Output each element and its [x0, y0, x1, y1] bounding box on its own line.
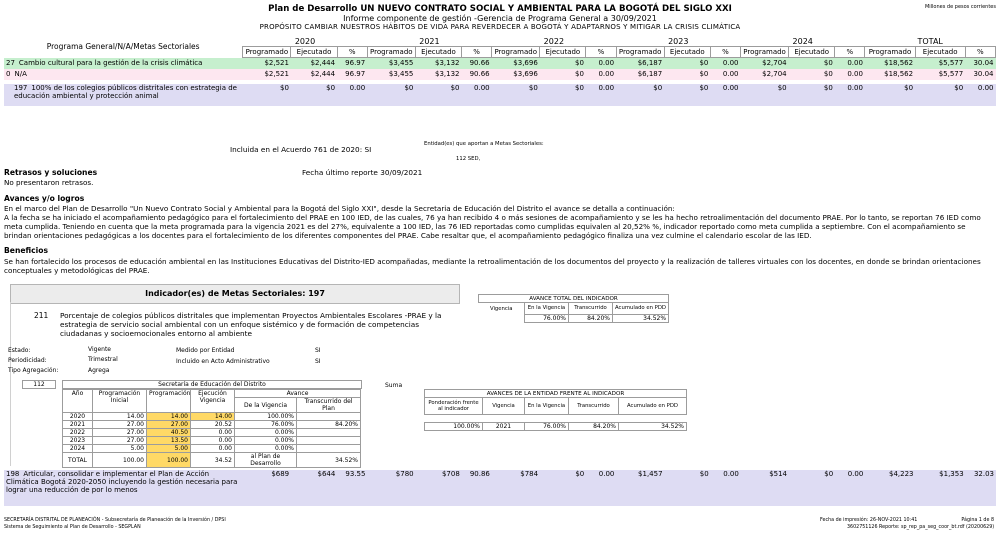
- programming-grid: [62, 389, 361, 468]
- program-row: [4, 58, 996, 69]
- entidad-avance-table: [424, 389, 687, 431]
- grid-cell-t: 84.20%: [297, 421, 361, 429]
- avance-total-h-acc: Acumulado en PDD: [613, 303, 669, 315]
- row-value: $18,562: [884, 70, 914, 78]
- row-label-cell: [4, 69, 243, 80]
- footer-left-1: SECRETARÍA DISTRITAL DE PLANEACIÓN - Subsecretaría de Planeación de la Inversión / DPSI: [4, 518, 226, 523]
- row-value: $3,455: [388, 59, 414, 68]
- entidad-avance-en: 76.00%: [525, 423, 569, 431]
- row-value: $0: [326, 83, 336, 92]
- row-code: 0: [6, 70, 11, 78]
- row-value: $3,132: [435, 59, 460, 68]
- grid-cell-y: 2022: [63, 429, 93, 437]
- row-label-cell: [4, 84, 243, 106]
- financial-table: [4, 36, 996, 106]
- grid-h-prog-ini: Programación Inicial: [93, 390, 147, 413]
- grid-cell-e: 20.52: [191, 421, 235, 429]
- entidades-value: 112 SED,: [456, 156, 481, 162]
- entidad-avance-tr: 84.20%: [569, 423, 619, 431]
- row-value: 90.86: [469, 470, 490, 478]
- grid-cell-e: 14.00: [191, 413, 235, 421]
- row-value: $0: [777, 83, 787, 92]
- report-purpose: PROPÓSITO CAMBIAR NUESTROS HÁBITOS DE VIDA PARA REVERDECER A BOGOTÁ Y ADAPTARNOS Y MITIGAR LA CRISIS CLIMÁTICA: [259, 23, 741, 31]
- subheader-programado: Programado: [740, 47, 788, 58]
- subheader-ejecutado: Ejecutado: [664, 47, 710, 58]
- grid-h-anio: Año: [63, 390, 93, 413]
- grid-cell-pi: 27.00: [93, 421, 147, 429]
- year-header: 2021: [419, 36, 440, 46]
- row-code: 27: [6, 59, 15, 67]
- row-value: 0.00: [847, 70, 863, 78]
- grid-row: [63, 445, 361, 453]
- subheader-programado: Programado: [865, 47, 915, 58]
- suma-label: Suma: [385, 382, 403, 389]
- grid-cell-t: [297, 437, 361, 445]
- grid-h-dela: De la Vigencia: [235, 398, 297, 413]
- row-value: 0.00: [847, 470, 864, 478]
- row-value: $0: [450, 83, 460, 92]
- avance-total-en: 76.00%: [525, 314, 569, 322]
- row-value: $2,704: [762, 70, 787, 78]
- row-value: $2,444: [310, 59, 336, 68]
- row-value: $2,521: [264, 59, 289, 68]
- row-value: 0.00: [598, 470, 615, 478]
- grid-cell-v: 0.00%: [235, 429, 297, 437]
- beneficios-text: Se han fortalecido los procesos de educación ambiental en las Instituciones Educativas del Distrito-IED acompañadas, mediante la retroalimentación de los documentos del proyecto y la realización de talleres virtuales con los docentes, en donde se brindan orientaciones conceptuales y metodológicas del PRAE.: [4, 257, 981, 276]
- row-value: $3,455: [388, 70, 414, 78]
- grid-total-p: 100.00: [147, 453, 191, 468]
- na-row: [4, 69, 996, 80]
- footer-print-date: Fecha de impresión: 26-NOV-2021 10:41: [820, 518, 918, 523]
- subheader-pct: %: [710, 47, 740, 58]
- footer-report-id: 3602751126 Reporte: sp_rep_pa_seg_coor_bt.rdf (20200629): [847, 525, 995, 530]
- fecha-reporte: Fecha último reporte 30/09/2021: [302, 168, 423, 177]
- entidad-name: Secretaría de Educación del Distrito: [62, 380, 362, 389]
- row-value: 0.00: [598, 83, 615, 92]
- indicator-description: Porcentaje de colegios públicos distritales que implementan Proyectos Ambientales Escolares -PRAE y la estrategia de servicio social ambiental con un enfoque sistémico y de formación de competencias ciudadanas y socioemocionales entorno al ambiente: [60, 311, 442, 338]
- row-value: 0.00: [847, 83, 863, 92]
- periodicidad-value: Trimestral: [88, 356, 118, 363]
- retrasos-title: Retrasos y soluciones: [4, 168, 98, 177]
- row-value: 93.55: [345, 470, 366, 478]
- avance-total-tr: 84.20%: [569, 314, 613, 322]
- subheader-ejecutado: Ejecutado: [540, 47, 586, 58]
- avance-total-table: [478, 294, 669, 323]
- avances-intro: En el marco del Plan de Desarrollo "Un Nuevo Contrato Social y Ambiental para la Bogotá del Siglo XXI", desde la Secretaria de Educación del Distrito el avance se detalla a continuación:: [4, 204, 675, 213]
- row-value: $18,562: [884, 59, 914, 68]
- row-value: $0: [824, 470, 834, 478]
- row-value: 0.00: [722, 83, 739, 92]
- subheader-pct: %: [835, 47, 865, 58]
- row-value: 0.00: [723, 470, 739, 478]
- grid-row: [63, 429, 361, 437]
- grid-cell-pi: 14.00: [93, 413, 147, 421]
- row-value: $708: [441, 470, 460, 478]
- row-value: $0: [823, 83, 833, 92]
- row-value: $6,187: [637, 59, 663, 68]
- grid-total-v: al Plan de Desarrollo: [235, 453, 297, 468]
- row-value: $0: [699, 59, 709, 68]
- grid-cell-v: 100.00%: [235, 413, 297, 421]
- row-value: 90.66: [469, 59, 490, 68]
- entidad-avance-h-acc: Acumulado en PDD: [619, 398, 687, 415]
- medido-value: SI: [315, 347, 321, 354]
- entidad-code: 112: [22, 380, 56, 389]
- report-subtitle: Informe componente de gestión -Gerencia de Programa General a 30/09/2021: [343, 14, 657, 23]
- row-code: 197: [14, 83, 28, 92]
- grid-cell-p: 14.00: [147, 413, 191, 421]
- row-value: 30.04: [973, 70, 994, 78]
- row-value: $689: [271, 470, 290, 478]
- estado-value: Vigente: [88, 346, 111, 353]
- year-header: TOTAL: [917, 36, 943, 46]
- grid-cell-p: 13.50: [147, 437, 191, 445]
- grid-cell-p: 27.00: [147, 421, 191, 429]
- grid-row: [63, 413, 361, 421]
- tipo-value: Agrega: [88, 367, 110, 374]
- avance-total-acc: 34.52%: [613, 314, 669, 322]
- grid-cell-v: 0.00%: [235, 437, 297, 445]
- year-header: 2022: [543, 36, 565, 46]
- row-value: $0: [575, 83, 584, 92]
- row-label: 100% de los colegios públicos distritales con estrategia de educación ambiental y protección animal: [14, 83, 237, 100]
- row-value: $0: [528, 83, 538, 92]
- row-value: $1,353: [939, 470, 964, 478]
- entidad-avance-h-tr: Transcurrido: [569, 398, 619, 415]
- row-label: N/A: [14, 70, 27, 78]
- row-value: $0: [575, 59, 584, 68]
- row-value: $0: [575, 470, 585, 478]
- row-value: $2,444: [310, 70, 336, 78]
- entidades-label: Entidad(es) que aportan a Metas Sectoriales:: [424, 141, 544, 147]
- entidad-avance-h-en: En la Vigencia: [525, 398, 569, 415]
- row-value: $0: [404, 83, 414, 92]
- grid-cell-t: [297, 429, 361, 437]
- grid-row: [63, 437, 361, 445]
- row-value: $0: [699, 470, 709, 478]
- year-header: 2024: [792, 36, 813, 46]
- units-label: Millones de pesos corrientes: [924, 4, 996, 10]
- grid-cell-y: 2020: [63, 413, 93, 421]
- row-value: 0.00: [349, 83, 366, 92]
- meta-row-197: [4, 84, 996, 106]
- avances-text: A la fecha se ha iniciado el acompañamiento pedagógico para el fortalecimiento del PRAE en 100 IED, de las cuales, 76 ya han recibido 4 o más sesiones de acompañamiento y se les ha hecho retroalimentación del documento PRAE. Por lo tanto, se reportan 76 IED como meta cumplida. Teniendo en cuenta que la meta programada para la vigencia 2021 es del 27%, equivalente a 100 IED, las 76 IED reportadas como cumplidas equivalen al 20,52% %, indicador reportado como meta cumplida a septiembre. Con el acompañamiento se brindan orientaciones pedagógicas a los docentes para el fortalecimiento de los diferentes componentes del PRAE. Cabe resaltar que, el acompañamiento pedagógico finaliza una vez culmine el calendario escolar de las IED.: [4, 213, 981, 241]
- incluido-value: SI: [315, 358, 321, 365]
- row-value: 30.04: [973, 59, 994, 68]
- periodicidad-label: Periodicidad:: [8, 357, 47, 364]
- indicator-box-header: [10, 284, 460, 304]
- indicator-box-title: Indicador(es) de Metas Sectoriales: 197: [145, 289, 325, 298]
- row-value: $0: [653, 83, 663, 92]
- row-value: $780: [395, 470, 414, 478]
- grid-cell-y: 2023: [63, 437, 93, 445]
- row-value: 32.03: [973, 470, 994, 478]
- row-value: $2,704: [762, 59, 787, 68]
- row-label: Articular, consolidar e implementar el Plan de Acción Climática Bogotá 2020-2050 incluyendo la gestión necesaria para lograr una reducción de por lo menos: [6, 470, 238, 494]
- row-value: $3,132: [435, 70, 460, 78]
- year-header: 2023: [668, 36, 689, 46]
- subheader-pct: %: [586, 47, 616, 58]
- row-value: 0.00: [598, 70, 615, 78]
- grid-cell-e: 0.00: [191, 437, 235, 445]
- grid-total-row: [63, 453, 361, 468]
- subheader-pct: %: [965, 47, 995, 58]
- indicator-code: 211: [34, 311, 49, 320]
- subheader-programado: Programado: [243, 47, 291, 58]
- row-value: $1,457: [638, 470, 663, 478]
- row-value: $6,187: [637, 70, 663, 78]
- estado-label: Estado:: [8, 347, 31, 354]
- acuerdo-text: Incluida en el Acuerdo 761 de 2020: SI: [230, 145, 372, 154]
- row-value: $5,577: [938, 70, 964, 78]
- row-label: Cambio cultural para la gestión de la crisis climática: [18, 59, 203, 67]
- meta-198-table: [4, 470, 996, 506]
- grid-cell-t: [297, 445, 361, 453]
- row-value: $0: [699, 70, 709, 78]
- grid-cell-p: 40.50: [147, 429, 191, 437]
- tipo-label: Tipo Agregación:: [8, 367, 59, 374]
- beneficios-title: Beneficios: [4, 246, 48, 255]
- row-value: 0.00: [598, 59, 615, 68]
- avances-title: Avances y/o logros: [4, 194, 85, 203]
- meta-row-198: [4, 470, 996, 506]
- avance-total-h-tr: Transcurrido: [569, 303, 613, 315]
- entidad-avance-vig: 2021: [483, 423, 525, 431]
- grid-cell-pi: 5.00: [93, 445, 147, 453]
- grid-cell-e: 0.00: [191, 429, 235, 437]
- footer-left-2: Sistema de Seguimiento al Plan de Desarrollo - SEGPLAN: [4, 525, 141, 530]
- grid-row: [63, 421, 361, 429]
- row-label-cell: [4, 470, 243, 506]
- row-value: $0: [280, 83, 289, 92]
- grid-cell-y: 2024: [63, 445, 93, 453]
- subheader-ejecutado: Ejecutado: [415, 47, 461, 58]
- grid-cell-y: 2021: [63, 421, 93, 429]
- row-value: 90.66: [469, 70, 490, 78]
- subheader-pct: %: [462, 47, 492, 58]
- row-value: $2,521: [264, 70, 289, 78]
- entidad-avance-title: AVANCES DE LA ENTIDAD FRENTE AL INDICADOR: [425, 390, 687, 398]
- row-value: $514: [769, 470, 788, 478]
- entidad-avance-pond: 100.00%: [425, 423, 483, 431]
- row-value: 0.00: [474, 83, 490, 92]
- row-value: $3,696: [513, 70, 538, 78]
- row-value: 0.00: [977, 83, 994, 92]
- grid-cell-p: 5.00: [147, 445, 191, 453]
- entidad-avance-h-vig: Vigencia: [483, 398, 525, 415]
- report-title: Plan de Desarrollo UN NUEVO CONTRATO SOCIAL Y AMBIENTAL PARA LA BOGOTÁ DEL SIGLO XXI: [268, 4, 732, 14]
- subheader-ejecutado: Ejecutado: [789, 47, 835, 58]
- first-column-header: Programa General/N/A/Metas Sectoriales: [46, 42, 200, 52]
- grid-total-e: 34.52: [191, 453, 235, 468]
- grid-cell-v: 0.00%: [235, 445, 297, 453]
- grid-cell-t: [297, 413, 361, 421]
- grid-cell-pi: 27.00: [93, 437, 147, 445]
- footer-page: Página 1 de 8: [961, 518, 994, 523]
- row-value: $0: [699, 83, 709, 92]
- row-value: $0: [823, 59, 833, 68]
- row-label-cell: [4, 58, 243, 69]
- grid-total-t: 34.52%: [297, 453, 361, 468]
- subheader-programado: Programado: [367, 47, 415, 58]
- grid-total-y: TOTAL: [63, 453, 93, 468]
- subheader-ejecutado: Ejecutado: [291, 47, 337, 58]
- row-value: $0: [823, 70, 833, 78]
- row-code: 198: [6, 470, 20, 478]
- grid-cell-v: 76.00%: [235, 421, 297, 429]
- year-header-row: [4, 36, 996, 47]
- grid-h-avance: Avance: [235, 390, 361, 398]
- row-value: $5,577: [938, 59, 964, 68]
- row-value: $784: [520, 470, 539, 478]
- row-value: $644: [317, 470, 336, 478]
- year-header: 2020: [294, 36, 316, 46]
- subheader-pct: %: [337, 47, 367, 58]
- grid-h-ejec: Ejecución Vigencia: [191, 390, 235, 413]
- grid-h-prog: Programación: [147, 390, 191, 413]
- row-value: 0.00: [722, 70, 739, 78]
- row-value: 96.97: [345, 59, 366, 68]
- entidad-avance-acc: 34.52%: [619, 423, 687, 431]
- grid-total-pi: 100.00: [93, 453, 147, 468]
- row-value: $0: [954, 83, 964, 92]
- grid-cell-pi: 27.00: [93, 429, 147, 437]
- subheader-programado: Programado: [616, 47, 664, 58]
- subheader-ejecutado: Ejecutado: [915, 47, 965, 58]
- incluido-label: Incluido en Acto Administrativo: [176, 358, 270, 365]
- avance-total-h-vigencia: Vigencia: [489, 305, 513, 312]
- row-value: 0.00: [722, 59, 739, 68]
- row-value: $0: [575, 70, 584, 78]
- retrasos-text: No presentaron retrasos.: [4, 178, 94, 187]
- row-value: 96.97: [345, 70, 366, 78]
- row-value: $4,223: [888, 470, 914, 478]
- row-value: $3,696: [513, 59, 538, 68]
- medido-label: Medido por Entidad: [176, 347, 235, 354]
- row-value: 0.00: [847, 59, 863, 68]
- row-value: $0: [904, 83, 914, 92]
- avance-total-title: AVANCE TOTAL DEL INDICADOR: [479, 295, 669, 303]
- avance-total-h-en: En la Vigencia: [525, 303, 569, 315]
- grid-cell-e: 0.00: [191, 445, 235, 453]
- subheader-programado: Programado: [492, 47, 540, 58]
- grid-h-transc: Transcurrido del Plan: [297, 398, 361, 413]
- entidad-avance-h-pond: Ponderación frente al indicador: [425, 398, 483, 415]
